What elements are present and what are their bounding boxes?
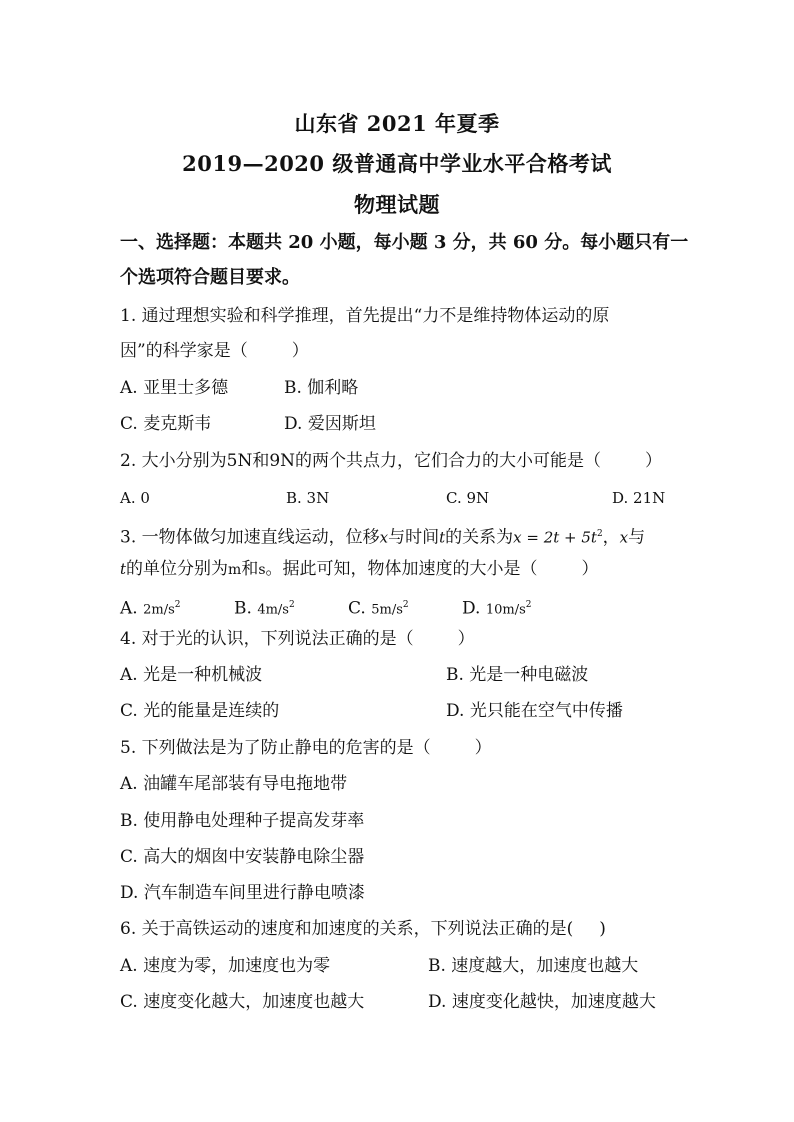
q5-option-d: D. 汽车制造车间里进行静电喷漆 [120,883,365,903]
q2-stem-text: 2. 大小分别为5N和9N的两个共点力，它们合力的大小可能是（ [120,451,602,471]
q3-option-a-exponent: 2 [174,600,181,610]
q6-option-d: D. 速度变化越快，加速度越大 [428,992,656,1012]
q4-stem-text: 4. 对于光的认识，下列说法正确的是（ [120,629,414,649]
q6-stem [120,918,606,940]
q4-paren-close: ） [457,629,475,649]
q6-option-a: A. 速度为零，加速度也为零 [120,956,331,976]
q4-option-c: C. 光的能量是连续的 [120,701,280,721]
q1-stem-line2 [120,340,309,362]
q6-option-b: B. 速度越大，加速度也越大 [428,956,639,976]
q4-option-b: B. 光是一种电磁波 [446,665,589,685]
q1-option-c: C. 麦克斯韦 [120,414,212,434]
q5-option-a: A. 油罐车尾部装有导电拖地带 [120,774,348,794]
q4-stem [120,628,475,650]
q3-option-d-letter: D. [462,598,481,619]
section-heading-line2: 个选项符合题目要求。 [120,267,300,288]
q3-text-a: 3. 一物体做匀加速直线运动，位移 [120,527,380,548]
q3-var-t-2: t [120,560,127,578]
q3-option-c-exponent: 2 [402,600,409,610]
q1-option-a: A. 亚里士多德 [120,378,229,398]
q3-text-d: ， [602,527,620,548]
q3-option-c-value: 5m/s [371,602,403,618]
q4-option-a: A. 光是一种机械波 [120,665,263,685]
q4-option-d: D. 光只能在空气中传播 [446,701,623,721]
q3-var-x-2: x [619,528,629,547]
q3-stem-line2 [120,558,599,581]
q3-text-h: 。据此可知，物体加速度的大小是（ [265,559,538,579]
q5-option-c: C. 高大的烟囱中安装静电除尘器 [120,847,365,867]
q3-option-c [348,594,409,622]
q3-option-d [462,594,532,622]
q5-stem [120,737,492,759]
q3-option-b-letter: B. [234,598,252,619]
q3-text-g: 和 [241,559,259,579]
q3-var-t: t [439,528,446,547]
q2-option-d: D. 21N [612,489,666,507]
q3-text-f: 的单位分别为 [126,559,229,579]
q3-unit-m: m [228,562,242,578]
q3-text-b: 与时间 [388,527,440,548]
q5-option-b: B. 使用静电处理种子提高发芽率 [120,811,365,831]
section-heading-line1: 一、选择题：本题共 20 小题，每小题 3 分，共 60 分。每小题只有一 [120,232,689,253]
q2-stem [120,450,662,472]
q3-equation-exponent: 2 [596,529,603,539]
q3-equation: x = 2t + 5t [513,528,597,547]
q5-paren-close: ） [474,738,492,758]
exam-subject-title: 物理试题 [354,192,440,217]
q1-option-b: B. 伽利略 [284,378,359,398]
exam-title-line1: 山东省 2021 年夏季 [294,111,500,136]
q1-paren-close: ） [291,341,309,361]
q3-option-a [120,594,180,622]
q3-stem-line1 [120,523,645,549]
q3-option-b-value: 4m/s [257,602,289,618]
q3-option-c-letter: C. [348,598,366,619]
q3-option-b-exponent: 2 [288,600,295,610]
q2-paren-close: ） [645,451,663,471]
q5-stem-text: 5. 下列做法是为了防止静电的危害的是（ [120,738,431,758]
q3-var-x: x [379,528,389,547]
q2-option-b: B. 3N [286,489,330,507]
q6-paren-close: ) [599,919,606,939]
q2-option-a: A. 0 [120,489,150,507]
q3-option-b [234,594,295,622]
q3-unit-s: s [258,562,266,578]
q3-option-a-letter: A. [120,598,138,619]
q1-stem-text: 因”的科学家是（ [120,341,248,361]
q1-option-d: D. 爱因斯坦 [284,414,376,434]
q2-option-c: C. 9N [446,489,490,507]
q6-stem-text: 6. 关于高铁运动的速度和加速度的关系，下列说法正确的是( [120,919,574,939]
exam-title-line2: 2019—2020 级普通高中学业水平合格考试 [182,151,612,176]
q3-option-d-value: 10m/s [485,602,526,618]
q3-paren-close: ） [581,559,599,579]
q3-text-e: 与 [628,527,646,548]
q1-stem-line1: 1. 通过理想实验和科学推理，首先提出“力不是维持物体运动的原 [120,306,610,326]
q3-option-a-value: 2m/s [143,602,175,618]
q3-option-d-exponent: 2 [525,600,532,610]
q3-text-c: 的关系为 [445,527,514,548]
q6-option-c: C. 速度变化越大，加速度也越大 [120,992,365,1012]
